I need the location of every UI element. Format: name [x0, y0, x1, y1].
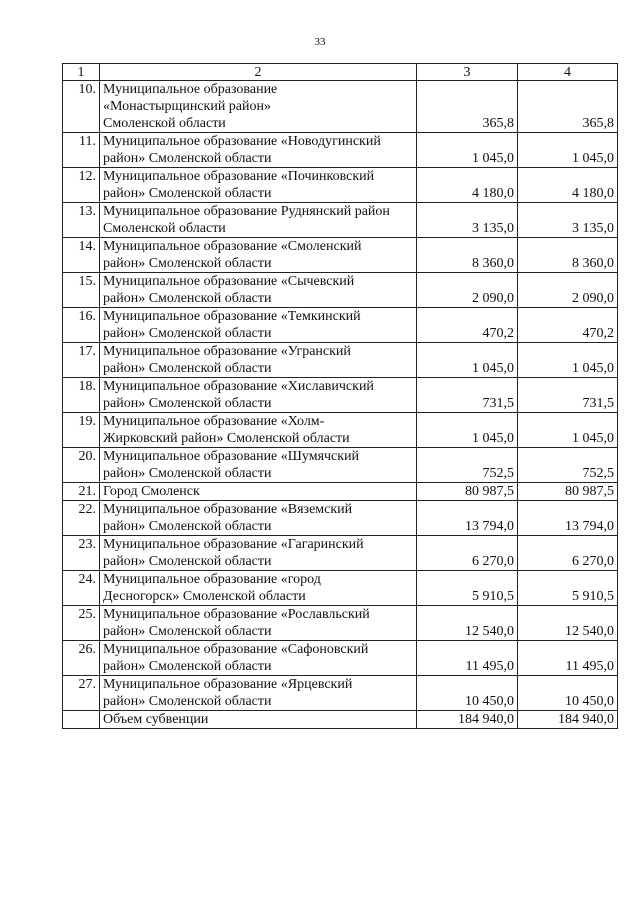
municipality-name-line: район» Смоленской области [103, 466, 272, 481]
row-number: 24. [63, 571, 100, 606]
total-row-number [63, 711, 100, 729]
table-row [63, 81, 618, 133]
table-body [63, 64, 618, 729]
municipality-name-line: Муниципальное образование «Угранский [103, 344, 351, 359]
municipality-name [100, 238, 417, 273]
municipality-name-line: Десногорск» Смоленской области [103, 589, 306, 604]
municipality-name [100, 273, 417, 308]
municipality-name [100, 483, 417, 501]
municipality-name-line: Муниципальное образование Руднянский район [103, 204, 390, 219]
value-col-3: 3 135,0 [417, 203, 518, 238]
value-col-4: 731,5 [518, 378, 618, 413]
value-col-3: 5 910,5 [417, 571, 518, 606]
municipality-name-line: Муниципальное образование «Хиславичский [103, 379, 374, 394]
value-col-4: 13 794,0 [518, 501, 618, 536]
value-col-4: 752,5 [518, 448, 618, 483]
header-cell-1: 1 [63, 64, 100, 81]
row-number: 17. [63, 343, 100, 378]
municipality-name-line: Город Смоленск [103, 484, 200, 499]
row-number: 23. [63, 536, 100, 571]
header-cell-4: 4 [518, 64, 618, 81]
municipality-name-line: Муниципальное образование «Новодугинский [103, 134, 381, 149]
municipality-name-line: район» Смоленской области [103, 624, 272, 639]
table-row [63, 641, 618, 676]
row-number: 14. [63, 238, 100, 273]
total-row [63, 711, 618, 729]
municipality-name [100, 168, 417, 203]
value-col-3: 752,5 [417, 448, 518, 483]
table-row [63, 168, 618, 203]
value-col-3: 2 090,0 [417, 273, 518, 308]
row-number: 22. [63, 501, 100, 536]
municipality-name-line: Муниципальное образование «Ярцевский [103, 677, 353, 692]
value-col-4: 4 180,0 [518, 168, 618, 203]
header-cell-2: 2 [100, 64, 417, 81]
table-row [63, 448, 618, 483]
municipality-name-line: Муниципальное образование «Гагаринский [103, 537, 364, 552]
page-number: 33 [314, 36, 326, 48]
value-col-3: 8 360,0 [417, 238, 518, 273]
table-row [63, 308, 618, 343]
municipality-name-line: Муниципальное образование «Смоленский [103, 239, 362, 254]
value-col-4: 1 045,0 [518, 413, 618, 448]
municipality-name-line: район» Смоленской области [103, 326, 272, 341]
row-number: 20. [63, 448, 100, 483]
table-row [63, 343, 618, 378]
value-col-3: 12 540,0 [417, 606, 518, 641]
total-col-4: 184 940,0 [518, 711, 618, 729]
row-number: 25. [63, 606, 100, 641]
municipality-name [100, 413, 417, 448]
total-col-3: 184 940,0 [417, 711, 518, 729]
municipality-name [100, 133, 417, 168]
value-col-3: 1 045,0 [417, 413, 518, 448]
value-col-3: 731,5 [417, 378, 518, 413]
table-row [63, 413, 618, 448]
municipality-name-line: район» Смоленской области [103, 694, 272, 709]
municipality-name [100, 308, 417, 343]
municipality-name [100, 641, 417, 676]
municipality-name-line: Муниципальное образование «Холм- [103, 414, 325, 429]
municipality-name-line: Муниципальное образование «Рославльский [103, 607, 370, 622]
row-number: 11. [63, 133, 100, 168]
municipality-name-line: район» Смоленской области [103, 554, 272, 569]
value-col-3: 11 495,0 [417, 641, 518, 676]
value-col-3: 80 987,5 [417, 483, 518, 501]
table-row [63, 238, 618, 273]
municipality-name [100, 378, 417, 413]
municipality-name-line: район» Смоленской области [103, 186, 272, 201]
municipality-name-line: район» Смоленской области [103, 256, 272, 271]
value-col-3: 13 794,0 [417, 501, 518, 536]
table-header-row [63, 64, 618, 81]
municipality-name-line: район» Смоленской области [103, 396, 272, 411]
municipality-name-line: район» Смоленской области [103, 659, 272, 674]
table-row [63, 378, 618, 413]
value-col-3: 10 450,0 [417, 676, 518, 711]
row-number: 18. [63, 378, 100, 413]
row-number: 26. [63, 641, 100, 676]
municipality-name [100, 203, 417, 238]
value-col-3: 6 270,0 [417, 536, 518, 571]
value-col-4: 6 270,0 [518, 536, 618, 571]
municipality-name-line: Муниципальное образование «Шумячский [103, 449, 360, 464]
value-col-4: 1 045,0 [518, 133, 618, 168]
value-col-4: 12 540,0 [518, 606, 618, 641]
municipality-name [100, 343, 417, 378]
value-col-4: 5 910,5 [518, 571, 618, 606]
value-col-3: 4 180,0 [417, 168, 518, 203]
table-row [63, 571, 618, 606]
total-label: Объем субвенции [100, 711, 417, 729]
municipality-name-line: Смоленской области [103, 116, 226, 131]
value-col-4: 11 495,0 [518, 641, 618, 676]
row-number: 10. [63, 81, 100, 133]
table-row [63, 203, 618, 238]
municipality-name [100, 501, 417, 536]
table-row [63, 133, 618, 168]
municipality-name [100, 81, 417, 133]
value-col-4: 1 045,0 [518, 343, 618, 378]
municipality-name-line: Муниципальное образование «Темкинский [103, 309, 361, 324]
value-col-3: 1 045,0 [417, 133, 518, 168]
value-col-4: 365,8 [518, 81, 618, 133]
municipality-name-line: Муниципальное образование «Сафоновский [103, 642, 369, 657]
municipality-name-line: район» Смоленской области [103, 519, 272, 534]
value-col-4: 3 135,0 [518, 203, 618, 238]
table-row [63, 501, 618, 536]
value-col-3: 365,8 [417, 81, 518, 133]
table-row [63, 536, 618, 571]
row-number: 12. [63, 168, 100, 203]
municipality-name-line: Смоленской области [103, 221, 226, 236]
municipality-name-line: Муниципальное образование «Сычевский [103, 274, 355, 289]
value-col-3: 470,2 [417, 308, 518, 343]
municipality-name-line: Муниципальное образование [103, 82, 278, 97]
municipality-name [100, 676, 417, 711]
table-row [63, 483, 618, 501]
municipality-name-line: район» Смоленской области [103, 151, 272, 166]
municipality-name-line: район» Смоленской области [103, 361, 272, 376]
municipality-name-line: Муниципальное образование «город [103, 572, 321, 587]
row-number: 13. [63, 203, 100, 238]
subsidy-table [62, 63, 618, 729]
municipality-name-line: «Монастырщинский район» [103, 99, 272, 114]
table-row [63, 606, 618, 641]
value-col-4: 8 360,0 [518, 238, 618, 273]
table-row [63, 273, 618, 308]
municipality-name [100, 571, 417, 606]
row-number: 19. [63, 413, 100, 448]
row-number: 27. [63, 676, 100, 711]
municipality-name-line: район» Смоленской области [103, 291, 272, 306]
municipality-name [100, 536, 417, 571]
value-col-4: 470,2 [518, 308, 618, 343]
municipality-name [100, 606, 417, 641]
value-col-4: 80 987,5 [518, 483, 618, 501]
row-number: 21. [63, 483, 100, 501]
row-number: 15. [63, 273, 100, 308]
value-col-4: 2 090,0 [518, 273, 618, 308]
header-cell-3: 3 [417, 64, 518, 81]
municipality-name-line: Жирковский район» Смоленской области [103, 431, 350, 446]
municipality-name [100, 448, 417, 483]
value-col-4: 10 450,0 [518, 676, 618, 711]
municipality-name-line: Муниципальное образование «Вяземский [103, 502, 353, 517]
table-row [63, 676, 618, 711]
value-col-3: 1 045,0 [417, 343, 518, 378]
row-number: 16. [63, 308, 100, 343]
municipality-name-line: Муниципальное образование «Починковский [103, 169, 375, 184]
